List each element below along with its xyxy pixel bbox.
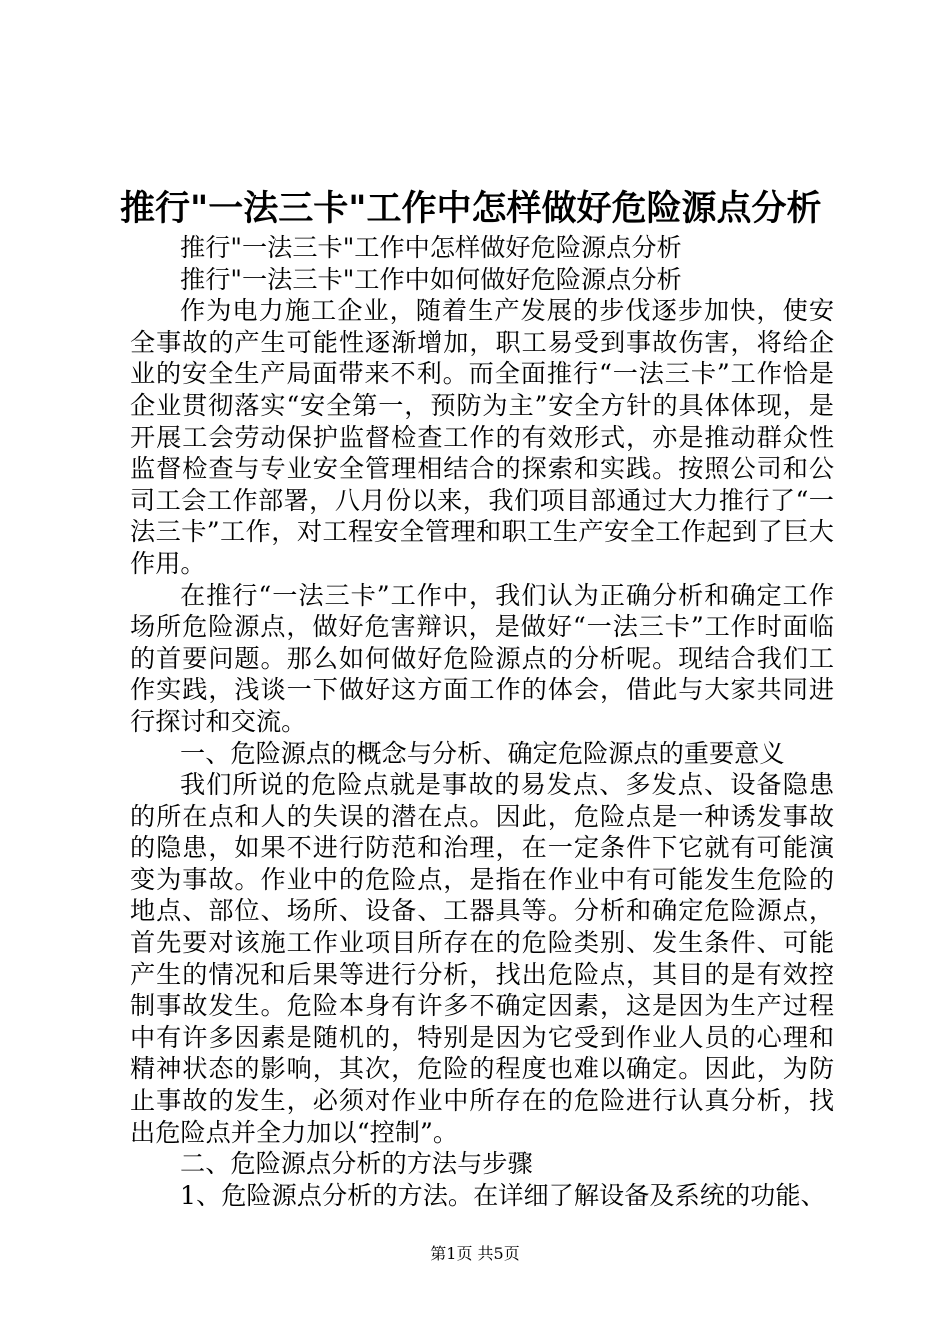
section-heading-1: 一、危险源点的概念与分析、确定危险源点的重要意义	[180, 738, 785, 768]
subtitle-line-1: 推行"一法三卡"工作中怎样做好危险源点分析	[180, 233, 682, 262]
paragraph-method: 1、危险源点分析的方法。在详细了解设备及系统的功能、	[180, 1180, 826, 1210]
paragraph-context: 在推行“一法三卡”工作中，我们认为正确分析和确定工作场所危险源点，做好危害辩识，是做好“一法三卡”工作时面临的首要问题。那么如何做好危险源点的分析呢。现结合我们工作实践，浅谈一下做好这方面工作的体会，借此与大家共同进行探讨和交流。	[130, 580, 834, 736]
paragraph-concept: 我们所说的危险点就是事故的易发点、多发点、设备隐患的所在点和人的失误的潜在点。因此，危险点是一种诱发事故的隐患，如果不进行防范和治理，在一定条件下它就有可能演变为事故。作业中的危险点，是指在作业中有可能发生危险的地点、部位、场所、设备、工器具等。分析和确定危险源点，首先要对该施工作业项目所存在的危险类别、发生条件、可能产生的情况和后果等进行分析，找出危险点，其目的是有效控制事故发生。危险本身有许多不确定因素，这是因为生产过程中有许多因素是随机的，特别是因为它受到作业人员的心理和精神状态的影响，其次，危险的程度也难以确定。因此，为防止事故的发生，必须对作业中所存在的危险进行认真分析，找出危险点并全力加以“控制”。	[130, 770, 834, 1147]
document-body	[130, 232, 834, 1211]
subtitle-line-2: 推行"一法三卡"工作中如何做好危险源点分析	[180, 264, 682, 294]
paragraph-intro: 作为电力施工企业，随着生产发展的步伐逐步加快，使安全事故的产生可能性逐渐增加，职工易受到事故伤害，将给企业的安全生产局面带来不利。而全面推行“一法三卡”工作恰是企业贯彻落实“安全第一，预防为主”安全方针的具体体现，是开展工会劳动保护监督检查工作的有效形式，亦是推动群众性监督检查与专业安全管理相结合的探索和实践。按照公司和公司工会工作部署，八月份以来，我们项目部通过大力推行了“一法三卡”工作，对工程安全管理和职工生产安全工作起到了巨大作用。	[130, 296, 834, 578]
page-footer: 第1页 共5页	[430, 1244, 520, 1263]
section-heading-2: 二、危险源点分析的方法与步骤	[180, 1149, 533, 1179]
document-title: 推行"一法三卡"工作中怎样做好危险源点分析	[120, 189, 822, 229]
